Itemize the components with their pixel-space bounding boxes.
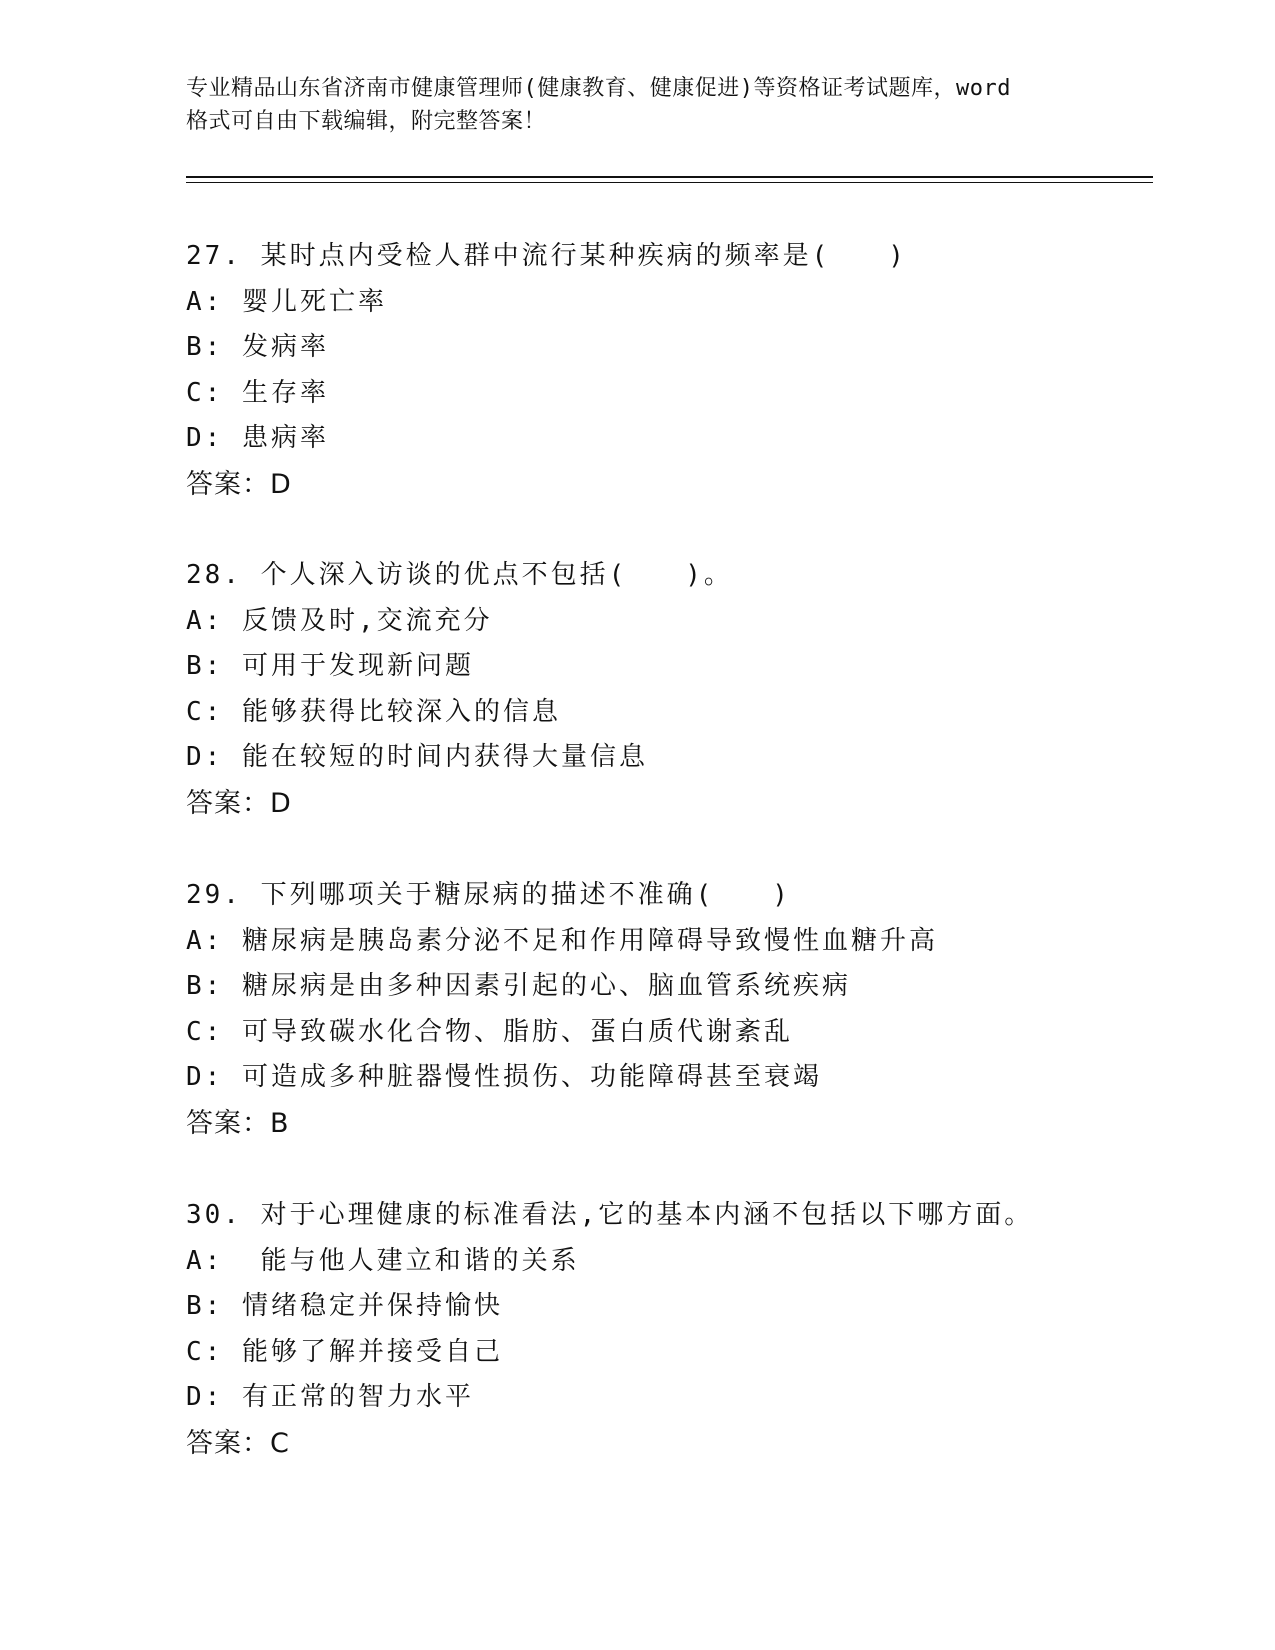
option-d: D: 可造成多种脏器慢性损伤、功能障碍甚至衰竭 [186,1062,822,1092]
document-header [186,72,1086,138]
header-divider-thin [186,182,1153,183]
header-line-1: 专业精品山东省济南市健康管理师(健康教育、健康促进)等资格证考试题库，word [186,76,1011,101]
header-line-2: 格式可自由下载编辑，附完整答案！ [186,109,547,134]
option-d: D: 能在较短的时间内获得大量信息 [186,742,648,772]
option-a: A: 婴儿死亡率 [186,286,387,317]
question-28 [186,553,1146,826]
option-a: A: 能与他人建立和谐的关系 [186,1245,580,1276]
header-divider-thick [186,176,1153,178]
question-29 [186,873,1146,1146]
option-a: A: 反馈及时,交流充分 [186,605,493,636]
option-c: C: 能够获得比较深入的信息 [186,696,561,727]
answer: 答案：C [186,1427,290,1459]
option-d: D: 患病率 [186,423,329,453]
option-a: A: 糖尿病是胰岛素分泌不足和作用障碍导致慢性血糖升高 [186,925,938,956]
option-b: B: 发病率 [186,332,329,362]
question-stem: 30. 对于心理健康的标准看法,它的基本内涵不包括以下哪方面。 [186,1200,1034,1230]
option-b: B: 可用于发现新问题 [186,651,474,681]
question-stem: 27. 某时点内受检人群中流行某种疾病的频率是( ) [186,241,907,271]
option-d: D: 有正常的智力水平 [186,1382,474,1412]
question-27 [186,234,1146,507]
answer: 答案：D [186,468,292,500]
option-c: C: 能够了解并接受自己 [186,1336,503,1367]
question-stem: 29. 下列哪项关于糖尿病的描述不准确( ) [186,880,791,910]
question-30 [186,1193,1146,1466]
option-b: B: 情绪稳定并保持愉快 [186,1291,503,1321]
option-c: C: 生存率 [186,377,329,408]
answer: 答案：D [186,787,292,819]
question-stem: 28. 个人深入访谈的优点不包括( )。 [186,560,733,590]
answer: 答案：B [186,1107,290,1139]
option-c: C: 可导致碳水化合物、脂肪、蛋白质代谢紊乱 [186,1016,793,1047]
option-b: B: 糖尿病是由多种因素引起的心、脑血管系统疾病 [186,971,851,1001]
